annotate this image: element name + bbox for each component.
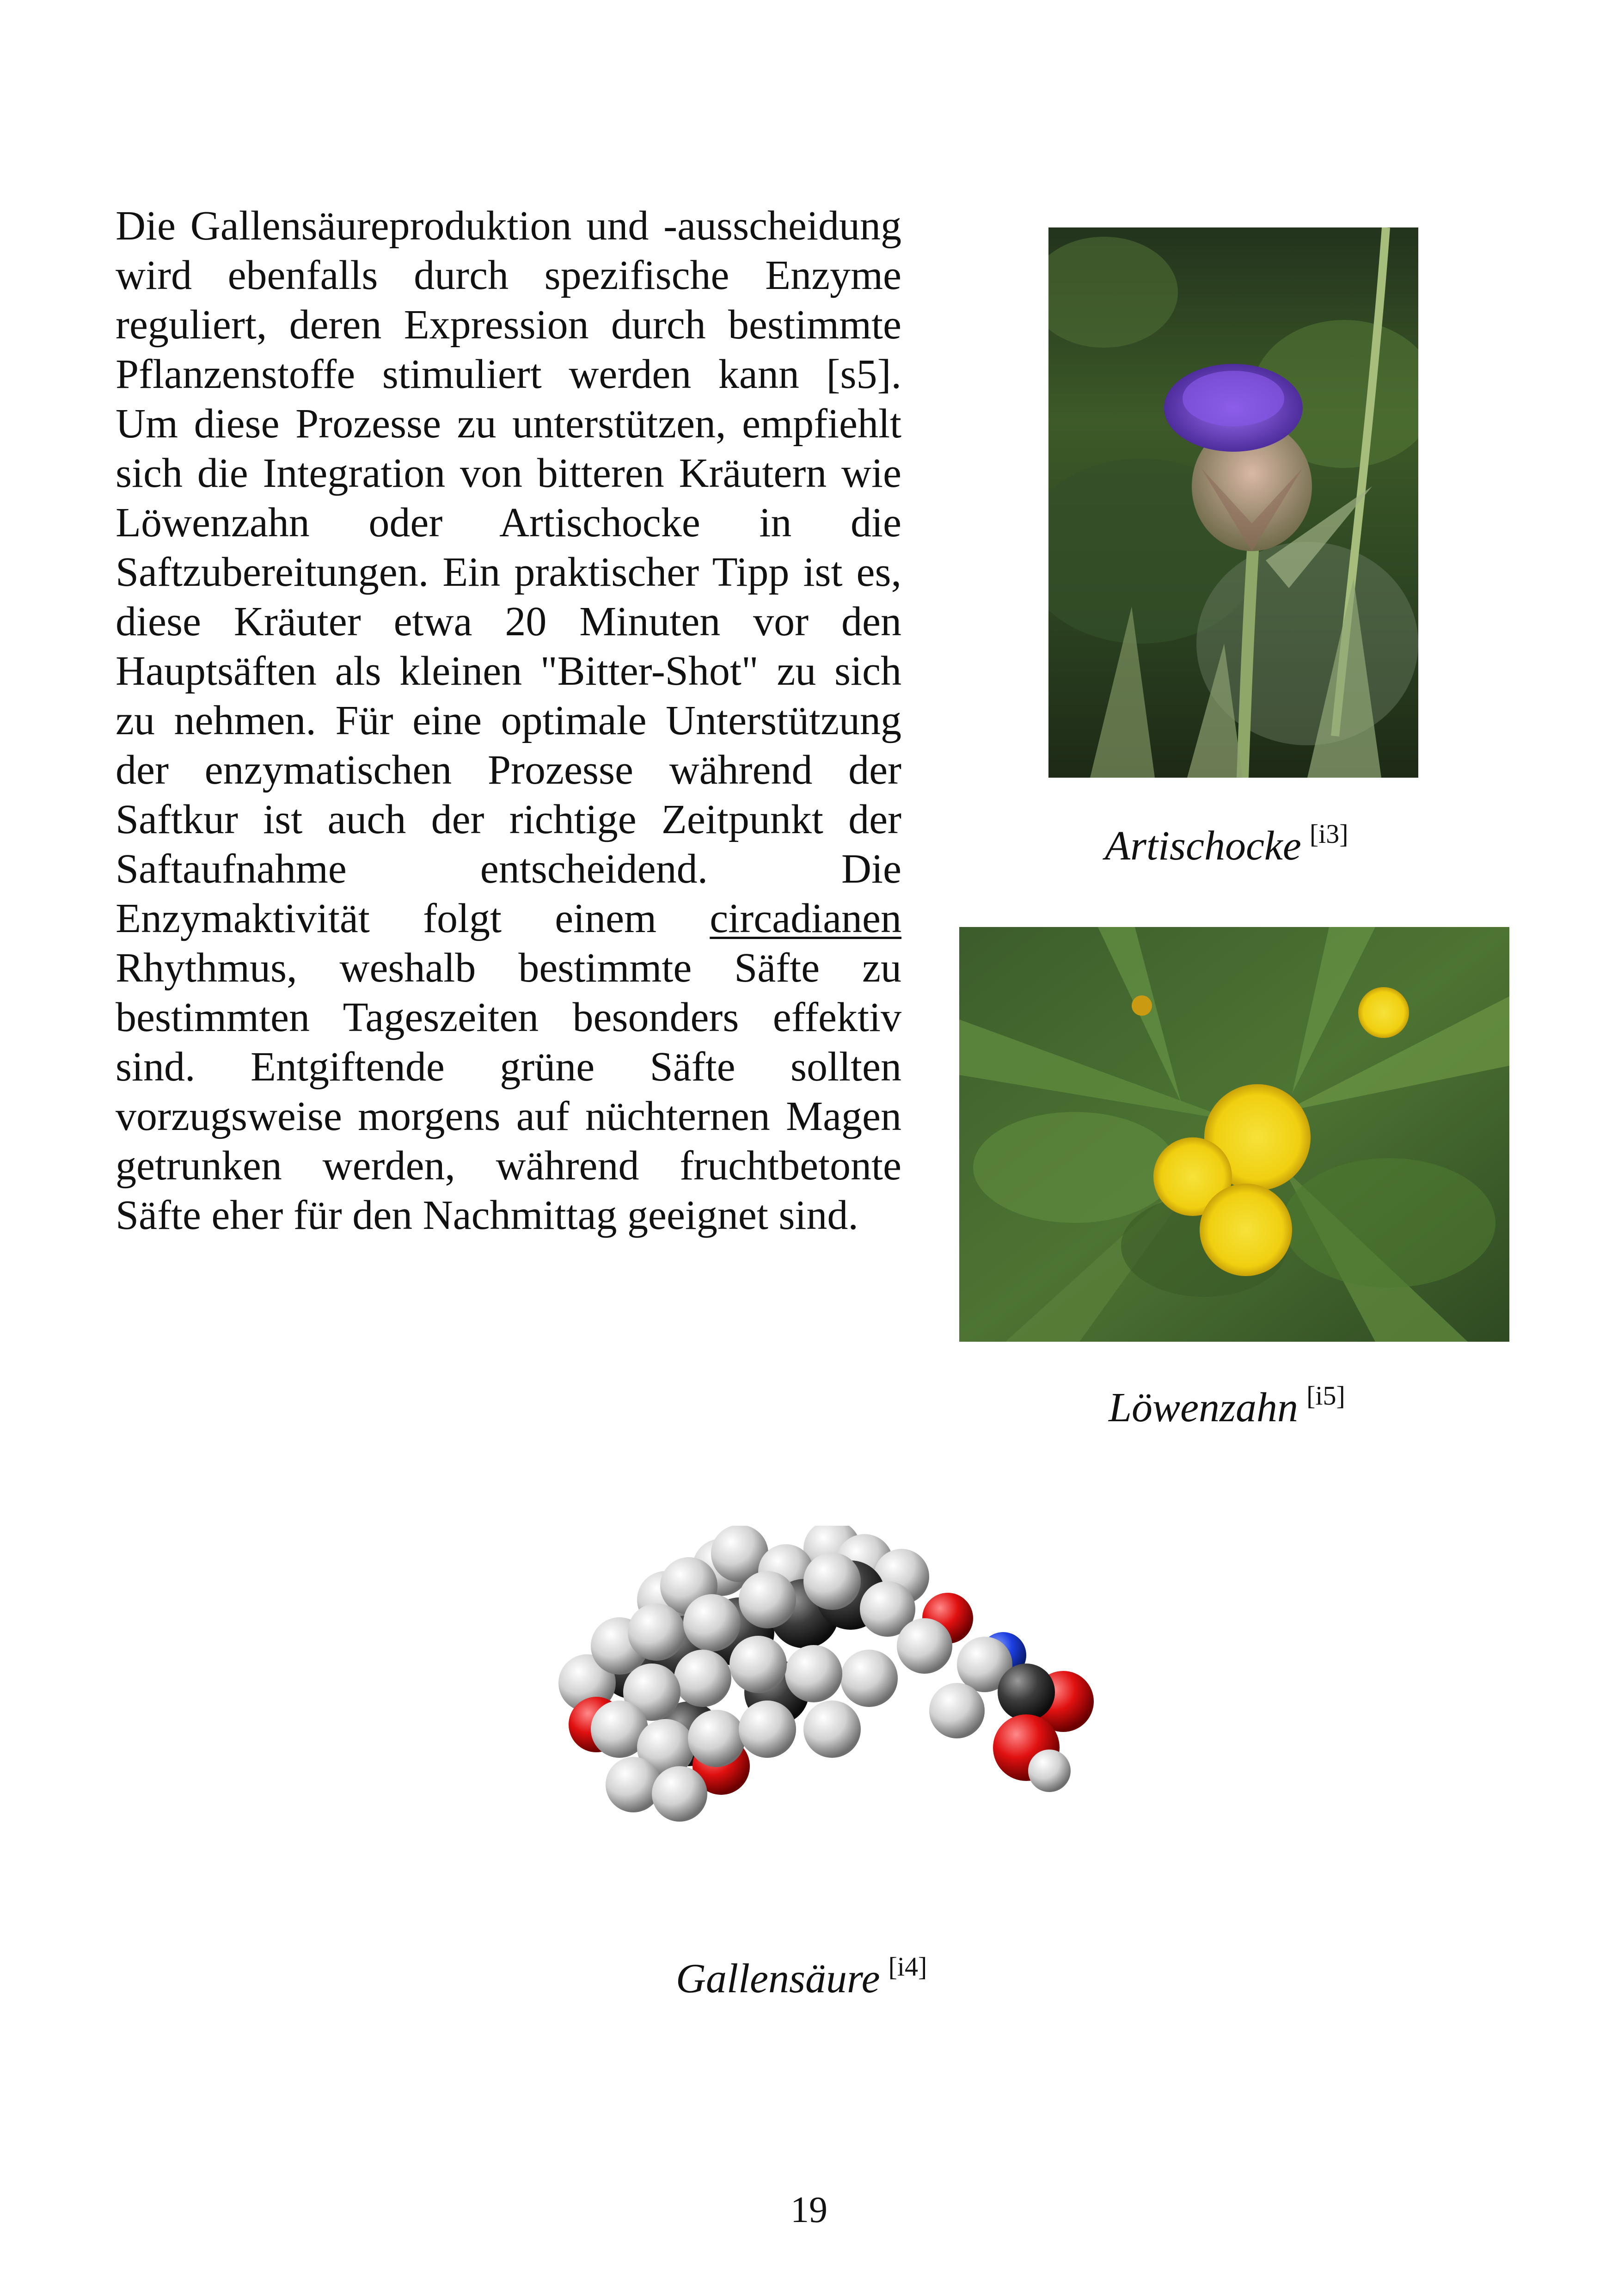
artichoke-caption: [1105, 819, 1348, 870]
dandelion-reference: [i5]: [1306, 1381, 1345, 1411]
body-text-part-2: Rhythmus, weshalb bestimmte Säfte zu bestimmten Tageszeiten besonders effektiv sind. Entgiftende grüne Säfte sollten vorzugsweise morgens auf nüchternen Magen getrunken werden, während fruchtbetonte Säfte eher für den Nachmittag geeignet sind.: [116, 945, 901, 1238]
body-text-part-1: Die Gallensäureproduktion und -ausscheidung wird ebenfalls durch spezifische Enzyme reguliert, deren Expression durch bestimmte Pflanzenstoffe stimuliert werden kann [s5]. Um diese Prozesse zu unterstützen, empfiehlt sich die Integration von bitteren Kräutern wie Löwenzahn oder Artischocke in die Saftzubereitungen. Ein praktischer Tipp ist es, diese Kräuter etwa 20 Minuten vor den Hauptsäften als kleinen "Bitter-Shot" zu sich zu nehmen. Für eine optimale Unterstützung der enzymatischen Prozesse während der Saftkur ist auch der richtige Zeitpunkt der Saftaufnahme entscheidend. Die Enzymaktivität folgt einem: [116, 203, 901, 941]
dandelion-caption-text: Löwenzahn: [1109, 1385, 1299, 1430]
artichoke-photo: [1048, 227, 1418, 778]
artichoke-reference: [i3]: [1309, 819, 1348, 849]
bile-acid-reference: [i4]: [888, 1952, 927, 1982]
dandelion-photo: [959, 927, 1509, 1342]
circadian-term: circadianen: [710, 896, 901, 941]
dandelion-caption: [1109, 1381, 1345, 1431]
bile-acid-molecule-image: [481, 1526, 1146, 1905]
artichoke-caption-text: Artischocke: [1105, 823, 1301, 869]
bile-acid-caption-text: Gallensäure: [676, 1956, 880, 2001]
bile-acid-caption: [676, 1952, 927, 2002]
body-paragraph: [116, 201, 901, 1240]
page-number: 19: [791, 2190, 827, 2230]
